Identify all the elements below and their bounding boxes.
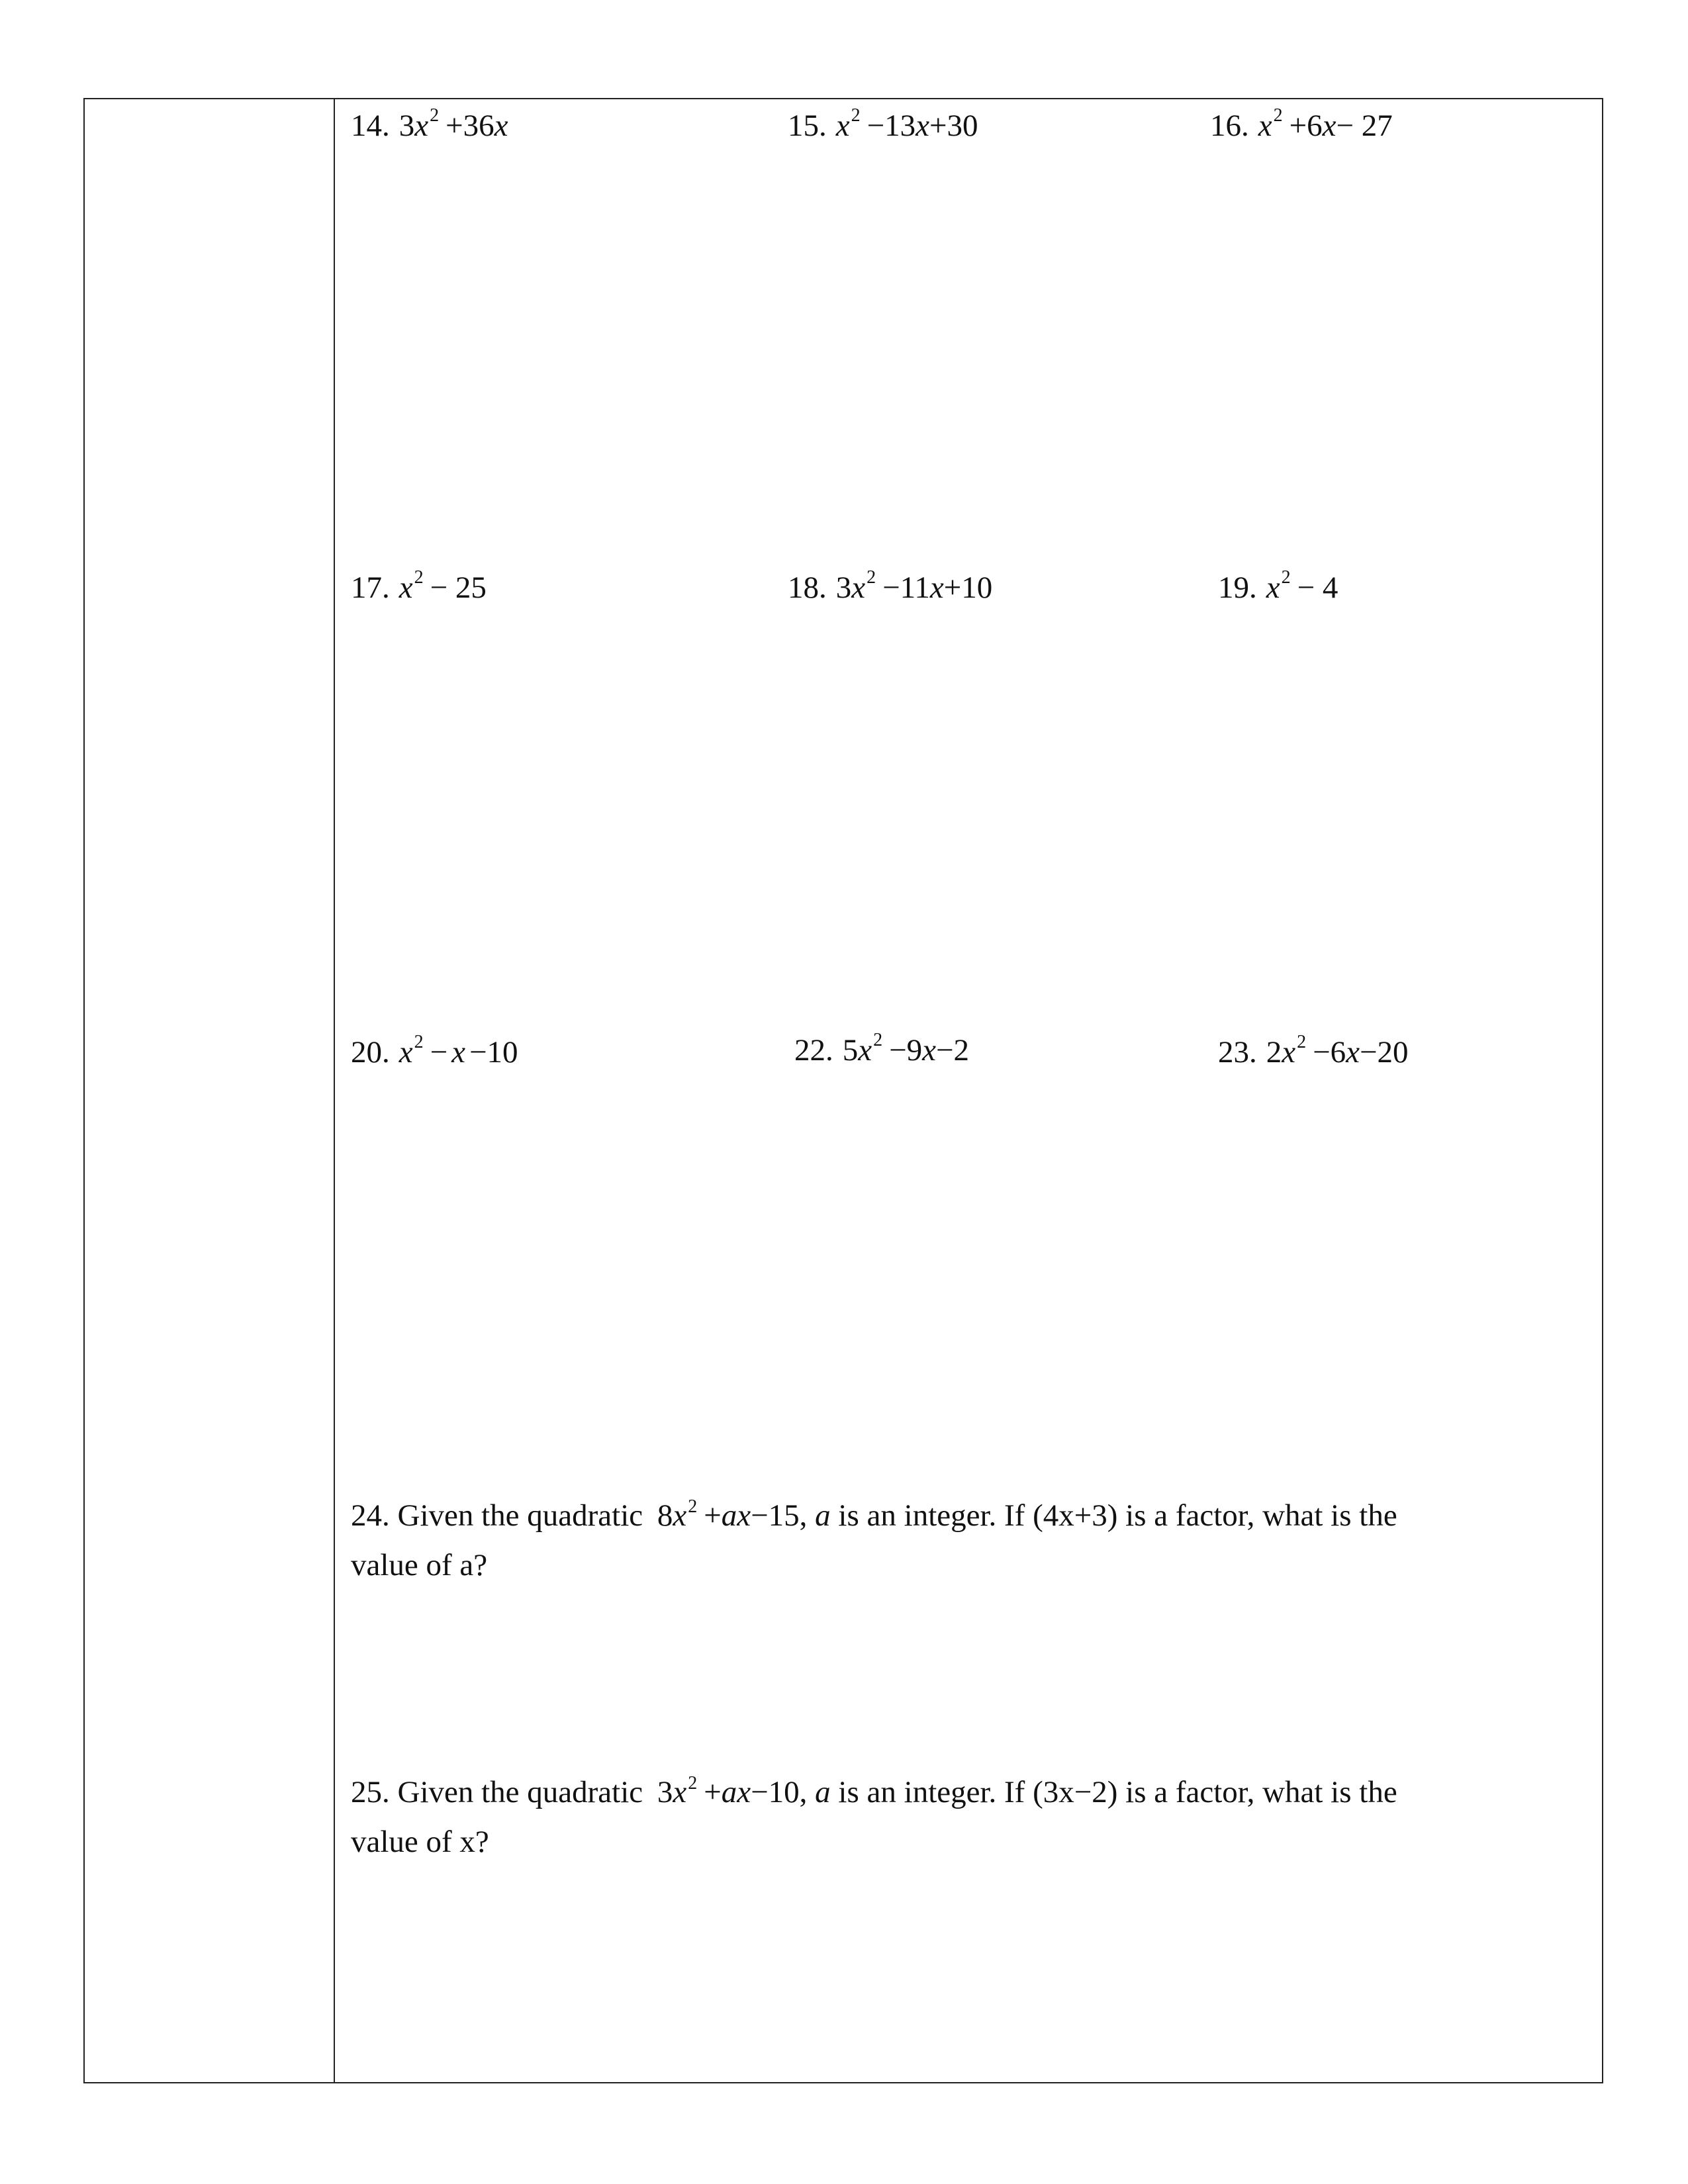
problem-15: 15. $x^2 -13x+30$ xyxy=(788,105,978,143)
problem-17: 17. $x^2 - 25$ xyxy=(351,567,487,605)
problem-22: 22. $5x^2 -9x-2$ xyxy=(794,1030,970,1068)
problem-25: 25. Given the quadratic $3x^2 +ax-10$, a is an integer. If (3x−2) is a factor, what is the value of x? xyxy=(351,1773,1397,1859)
problem-23: 23. $2x^2 -6x-20$ xyxy=(1218,1032,1409,1069)
margin-divider xyxy=(334,98,335,2083)
problem-14: 14. $3x^2 +36x$ xyxy=(351,105,508,143)
problem-19: 19. $x^2 - 4$ xyxy=(1218,567,1338,605)
problem-18: 18. $3x^2 -11x+10$ xyxy=(788,567,993,605)
problem-20: 20. $x^2 - x -10$ xyxy=(351,1032,518,1069)
problem-16: 16. $x^2 +6x- 27$ xyxy=(1210,105,1393,143)
problem-24: 24. Given the quadratic $8x^2 +ax-15$, a is an integer. If (4x+3) is a factor, what is the value of a? xyxy=(351,1496,1397,1582)
